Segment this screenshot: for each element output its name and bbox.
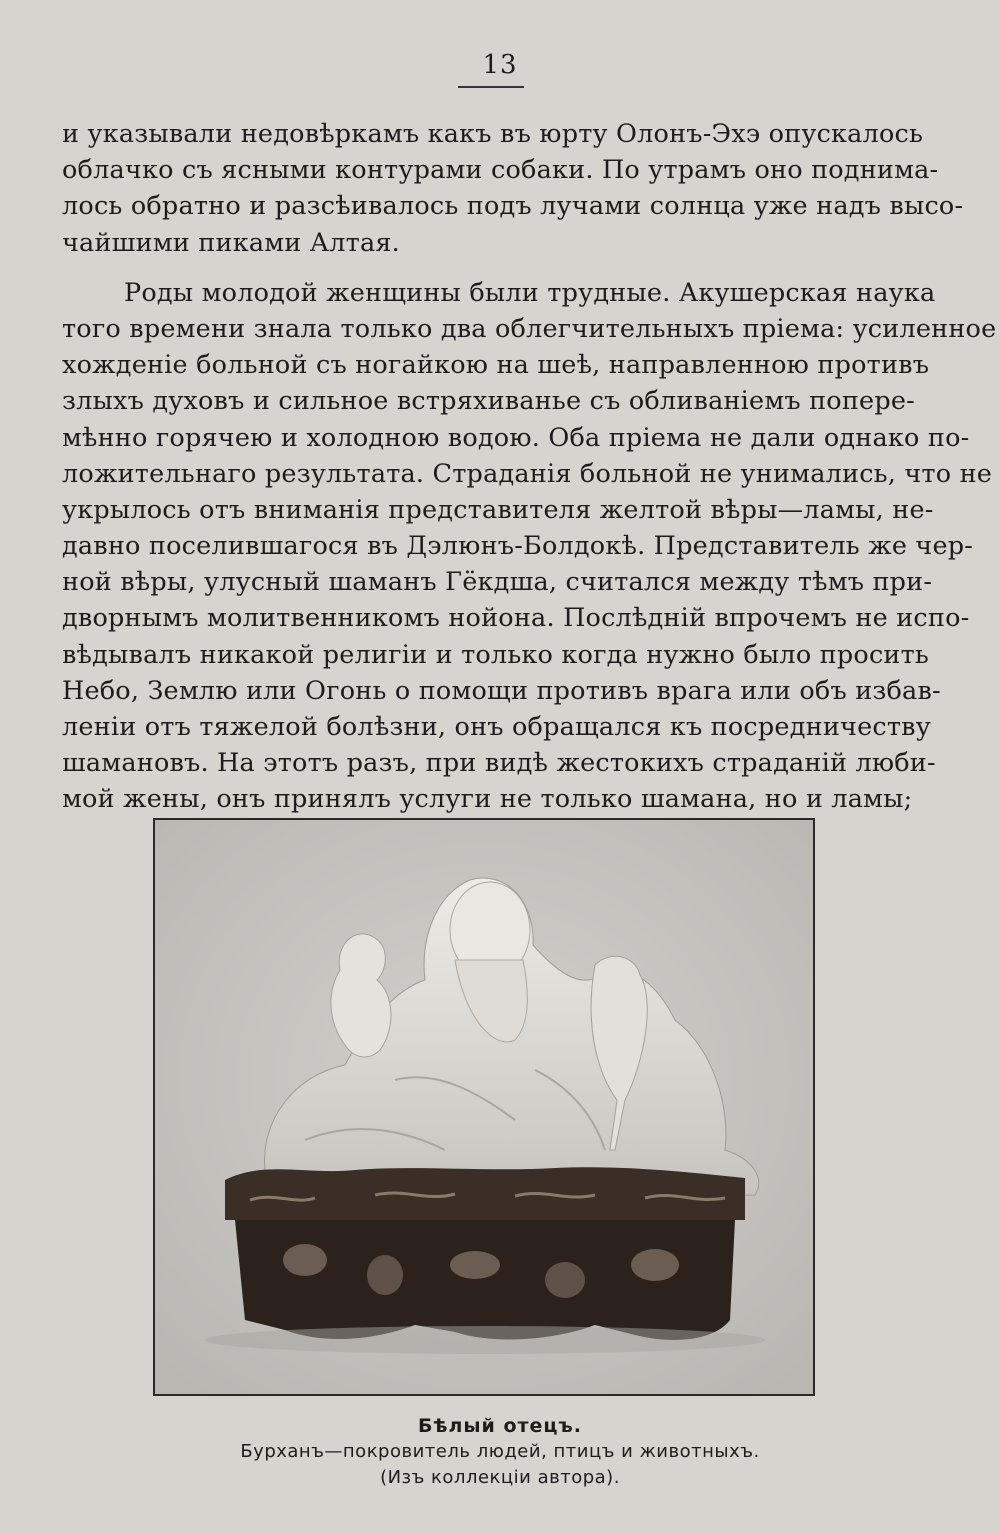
text-line: Роды молодой женщины были трудные. Акушерская наука xyxy=(124,277,936,308)
text-line: облачко съ ясными контурами собаки. По утрамъ оно поднима- xyxy=(62,155,939,186)
caption-source: (Изъ коллекціи автора). xyxy=(380,1467,620,1488)
caption-description: Бурханъ—покровитель людей, птицъ и животныхъ. xyxy=(240,1441,760,1462)
text-line: укрылось отъ вниманія представителя желтой вѣры—ламы, не- xyxy=(62,494,934,525)
text-line: вѣдывалъ никакой религіи и только когда нужно было просить xyxy=(62,639,930,670)
text-line: мѣнно горячею и холодною водою. Оба пріема не дали однако по- xyxy=(62,422,970,453)
text-line: ной вѣры, улусный шаманъ Гёкдша, считался между тѣмъ при- xyxy=(62,567,933,598)
text-line: лось обратно и разсѣивалось подъ лучами солнца уже надъ высо- xyxy=(62,191,964,222)
text-line: того времени знала только два облегчительныхъ пріема: усиленное xyxy=(62,313,997,344)
figure-caption xyxy=(0,1413,1000,1491)
text-line: леніи отъ тяжелой болѣзни, онъ обращался къ посредничеству xyxy=(62,712,931,742)
text-line: ложительнаго результата. Страданія больной не унимались, что не xyxy=(62,458,993,489)
figure-photo xyxy=(153,818,815,1396)
text-line: чайшими пиками Алтая. xyxy=(62,227,400,258)
text-line: шамановъ. На этотъ разъ, при видѣ жестокихъ страданій люби- xyxy=(62,748,936,779)
text-line: и указывали недовѣркамъ какъ въ юрту Олонъ-Эхэ опускалось xyxy=(62,119,924,149)
text-line: злыхъ духовъ и сильное встряхиванье съ обливаніемъ попере- xyxy=(62,386,915,417)
text-line: хожденіе больной съ ногайкою на шеѣ, направленною противъ xyxy=(62,350,930,381)
text-line: мой жены, онъ принялъ услуги не только шамана, но и ламы; xyxy=(62,784,913,815)
text-line: давно поселившагося въ Дэлюнъ-Болдокѣ. Представитель же чер- xyxy=(62,531,974,562)
text-line: дворнымъ молитвенникомъ нойона. Послѣдній впрочемъ не испо- xyxy=(62,603,970,634)
page-number-rule xyxy=(458,86,524,88)
text-line: Небо, Землю или Огонь о помощи противъ врага или объ избав- xyxy=(62,675,941,706)
body-text xyxy=(62,116,997,818)
caption-title: Бѣлый отецъ. xyxy=(417,1415,583,1437)
page-number: 13 xyxy=(482,50,518,80)
carved-figure-illustration xyxy=(155,820,813,1394)
